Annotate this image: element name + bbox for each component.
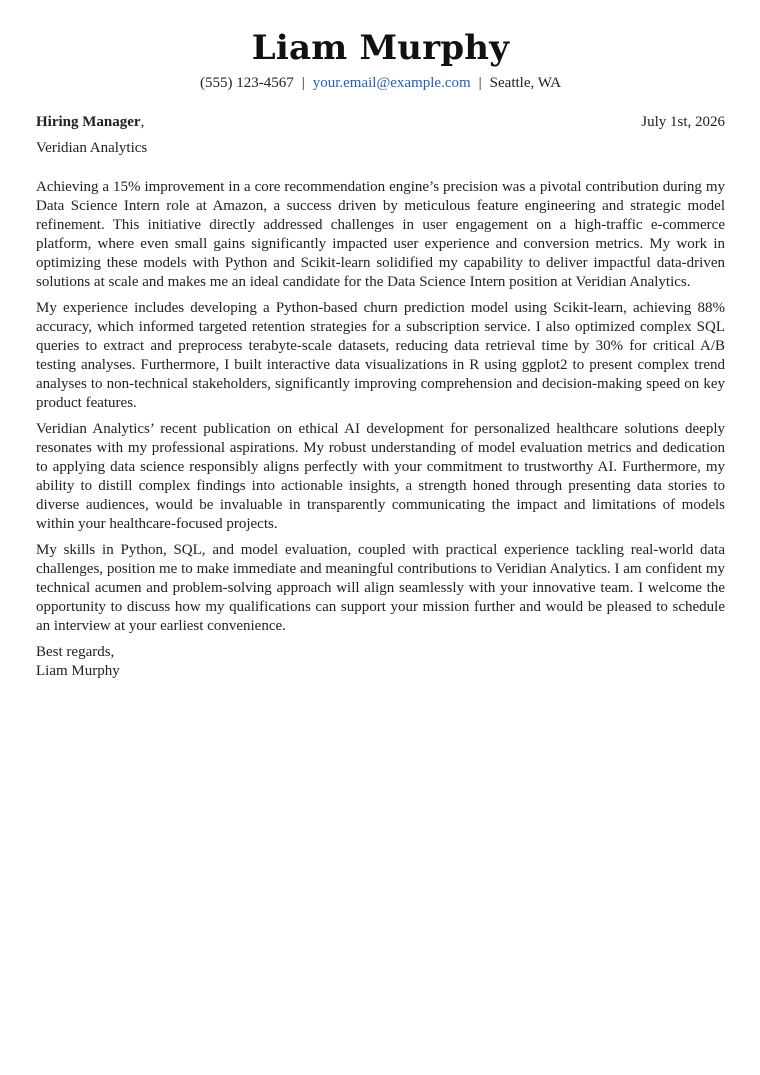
applicant-name: Liam Murphy (251, 28, 510, 68)
location: Seattle, WA (489, 75, 562, 91)
closing-salutation: Best regards, (36, 644, 115, 660)
contact-separator: | (301, 75, 305, 91)
contact-line (36, 74, 725, 92)
phone-number: (555) 123-4567 (199, 75, 294, 91)
recipient-salutation (36, 113, 144, 131)
cover-letter-page (36, 28, 725, 681)
recipient-punctuation: , (140, 114, 145, 130)
recipient-row (36, 113, 725, 131)
recipient-title: Hiring Manager (36, 114, 141, 130)
letter-date: July 1st, 2026 (641, 114, 725, 130)
body-paragraph: My skills in Python, SQL, and model evaluation, coupled with practical experience tackling real-world data challenges, position me to make immediate and meaningful contributions to Veridian Analytics. I am confident my technical acumen and problem-solving approach will align seamlessly with your innovative team. I welcome the opportunity to discuss how my qualifications can support your mission further and would be pleased to schedule an interview at your earliest convenience. (36, 542, 725, 634)
body-paragraph: Achieving a 15% improvement in a core recommendation engine’s precision was a pivotal contribution during my Data Science Intern role at Amazon, a success driven by meticulous feature engineering and strategic model refinement. This initiative directly addressed challenges in user engagement on a high-traffic e-commerce platform, where even small gains significantly impacted user experience and conversion metrics. My work in optimizing these models with Python and Scikit-learn solidified my capability to deliver impactful data-driven solutions at scale and makes me an ideal candidate for the Data Science Intern position at Veridian Analytics. (36, 179, 725, 290)
body-paragraph: My experience includes developing a Python-based churn prediction model using Scikit-learn, achieving 88% accuracy, which informed targeted retention strategies for a subscription service. I also optimized complex SQL queries to extract and preprocess terabyte-scale datasets, reducing data retrieval time by 30% for critical A/B testing analyses. Furthermore, I built interactive data visualizations in R using ggplot2 to present complex trend analyses to non-technical stakeholders, significantly improving comprehension and decision-making speed on key product features. (36, 300, 725, 411)
body-paragraph: Veridian Analytics’ recent publication on ethical AI development for personalized healthcare solutions deeply resonates with my professional aspirations. My robust understanding of model evaluation metrics and dedication to applying data science responsibly aligns perfectly with your commitment to trustworthy AI. Furthermore, my ability to distill complex findings into actionable insights, a strength honed through presenting data stories to diverse audiences, would be invaluable in transparently communicating the impact and limitations of models within your healthcare-focused projects. (36, 421, 725, 532)
signature-name: Liam Murphy (36, 663, 120, 679)
email-link[interactable]: your.email@example.com (312, 75, 471, 91)
closing-block (36, 643, 725, 681)
recipient-company: Veridian Analytics (36, 140, 148, 156)
contact-separator: | (478, 75, 482, 91)
